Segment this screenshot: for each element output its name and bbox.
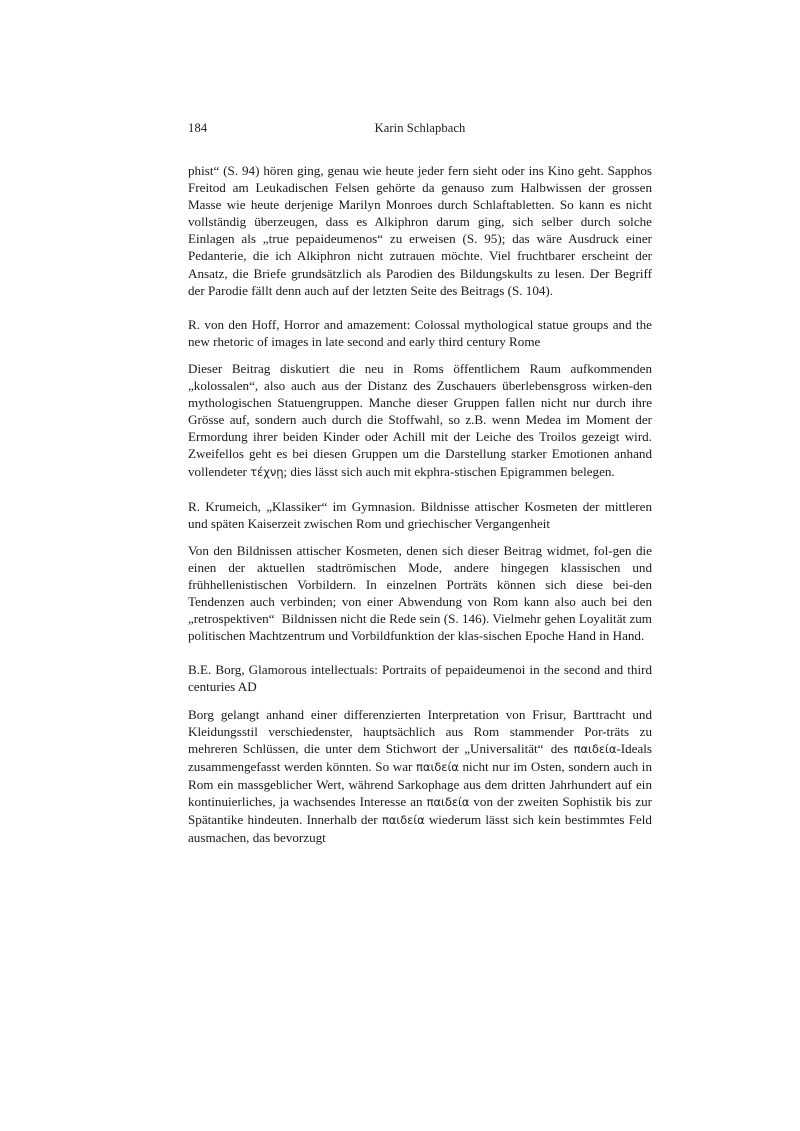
greek-term-paideia: παιδεία xyxy=(416,759,459,774)
paragraph-krumeich xyxy=(188,542,652,645)
paragraph-text-after-greek: ; dies lässt sich auch mit ekphra-stischen Epigrammen belegen. xyxy=(283,463,615,479)
paragraph-alkiphron: phist“ (S. 94) hören ging, genau wie heute jeder fern sieht oder ins Kino geht. Sapphos Freitod am Leukadischen Felsen gehörte da genauso zum Halbwissen der grossen Masse wie heute derjenige Marilyn Monroes durch Schlaftabletten. So kann es nicht vollständig überzeugen, dass es Alkiphron darum ging, sich selber durch solche Einlagen als „true pepaideumenos“ zu erweisen (S. 95); das wäre Ausdruck einer Pedanterie, die ich Alkiphron nicht zutrauen möchte. Viel fruchtbarer erscheint der Ansatz, die Briefe grundsätzlich als Parodien des Bildungskults zu lesen. Der Begriff der Parodie fällt denn auch auf der letzten Seite des Beitrags (S. 104). xyxy=(188,163,652,298)
running-head xyxy=(188,118,652,138)
paragraph-text-part-1: Von den Bildnissen attischer Kosmeten, denen sich dieser Beitrag widmet, fol-gen die einen der aktuellen stadtrömischen Mode, andere hingegen klassischen und frühhellenistischen Vorbildern. In einzelnen Porträts können sich diese bei-den Tendenzen auch verbinden; von einer Abwendung von Rom kann also auch bei den „retrospektiven“ xyxy=(188,542,652,627)
paragraph-text-part-2: Bildnissen nicht die Rede sein (S. 146). Vielmehr gehen Loyalität zum politischen Machtzentrum und Vorbildfunktion der klas-sischen Epoche Hand in Hand. xyxy=(188,611,652,644)
paragraph-text-segment: des xyxy=(550,740,574,756)
greek-term-techne: τέχνῃ xyxy=(250,464,284,479)
heading-borg: B.E. Borg, Glamorous intellectuals: Portraits of pepaideumenoi in the second and third centuries AD xyxy=(188,662,652,695)
page-content xyxy=(188,118,652,846)
paragraph-text-segment: Borg gelangt anhand einer differenzierten Interpretation von Frisur, Barttracht und Kleidungsstil verschiedenster, hauptsächlich aus Rom stammender Por-träts zu mehreren Schlüssen, die unter dem Stichwort der „Universalität“ xyxy=(188,706,652,756)
paragraph-text-segment: wiederum lässt sich kein bestimmtes Feld ausmachen, das bevorzugt xyxy=(188,812,652,846)
paragraph-borg xyxy=(188,706,652,847)
paragraph-text-segment: -Ideals zusammengefasst werden könnten. So war xyxy=(188,740,652,774)
paragraph-text-segment: von der zweiten Sophistik bis zur Spätantike hindeuten. Innerhalb der xyxy=(188,794,652,828)
running-head-title: Karin Schlapbach xyxy=(374,121,466,135)
greek-term-paideia: παιδεία xyxy=(381,813,425,828)
paragraph-von-den-hoff xyxy=(188,360,652,481)
paragraph-text-before-greek: Dieser Beitrag diskutiert die neu in Roms öffentlichem Raum aufkommenden „kolossalen“, also auch aus der Distanz des Zuschauers überlebensgross wirken-den mythologischen Statuengruppen. Manche dieser Gruppen fallen nicht nur durch ihre Grösse auf, sondern auch durch die Stoffwahl, so z.B. wenn Medea im Moment der Ermordung ihrer beiden Kinder oder Achill mit der Leiche des Troilos gezeigt wird. Zweifellos geht es bei diesen Gruppen um die Darstellung starker Emotionen anhand vollendeter xyxy=(188,360,652,479)
heading-krumeich: R. Krumeich, „Klassiker“ im Gymnasion. Bildnisse attischer Kosmeten der mittleren und späten Kaiserzeit zwischen Rom und griechischer Vergangenheit xyxy=(188,498,652,531)
heading-von-den-hoff: R. von den Hoff, Horror and amazement: Colossal mythological statue groups and the new rhetoric of images in late second and early third century Rome xyxy=(188,316,652,349)
greek-term-paideia: παιδεία xyxy=(426,795,470,809)
greek-term-paideia: παιδεία xyxy=(573,741,617,756)
paragraph-text-segment: nicht nur im Osten, sondern auch in Rom ein massgeblicher Wert, während Sarkophage aus dem dritten Jahrhundert auf ein kontinuierliches, ja wachsendes Interesse an xyxy=(188,758,652,809)
page-number: 184 xyxy=(188,121,208,135)
